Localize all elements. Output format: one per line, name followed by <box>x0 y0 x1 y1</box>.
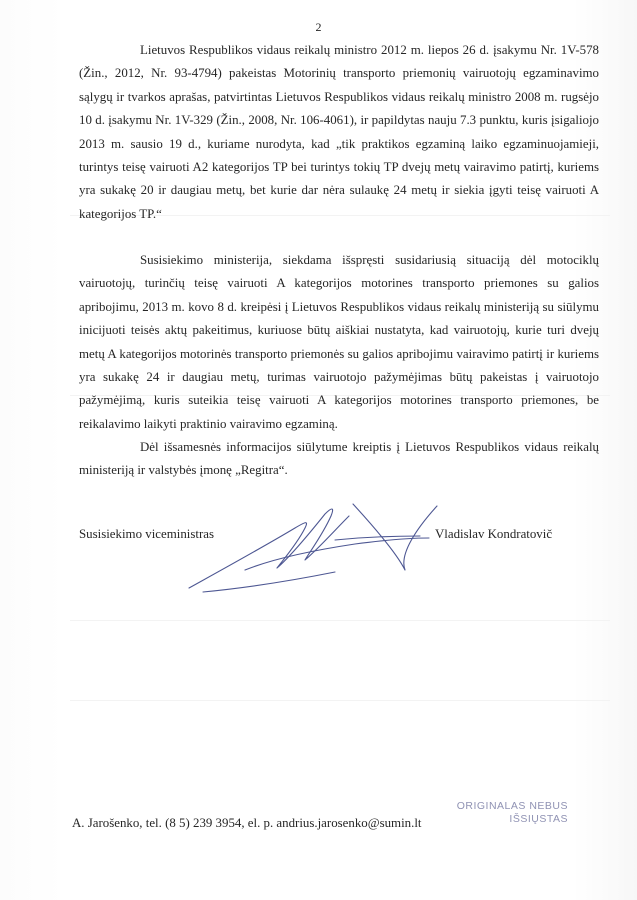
show-through-line <box>70 620 610 621</box>
handwritten-signature <box>185 498 455 598</box>
contact-line: A. Jarošenko, tel. (8 5) 239 3954, el. p. andrius.jarosenko@sumin.lt <box>72 816 422 830</box>
paragraph-text: Dėl išsamesnės informacijos siūlytume kreiptis į Lietuvos Respublikos vidaus reikalų ministeriją ir valstybės įmonę „Regitra“. <box>79 440 599 478</box>
paragraph-text: Susisiekimo ministerija, siekdama išspręsti susidariusią situaciją dėl motociklų vairuotojų, turinčių teisę vairuoti A kategorijos motorines transporto priemones su galios apribojimu, 2013 m. kovo 8 d. kreipėsi į Lietuvos Respublikos vidaus reikalų ministeriją su siūlymu inicijuoti teisės aktų pakeitimus, kuriuose būtų aiškiai nustatyta, kad vairuotojų, kurie turi dvejų metų A kategorijos motorinės transporto priemonės su galios apribojimu vairavimo patirtį ir kuriems yra sukakę 24 ir daugiau metų, turimas vairuotojo pažymėjimas būtų pakeistas į vairuotojo pažymėjimą, kuris suteikia teisę vairuoti A kategorijos motorines transporto priemones, be reikalavimo laikyti praktinio vairavimo egzaminą. <box>79 253 599 431</box>
paragraph-2 <box>79 249 599 436</box>
stamp-line-2: IŠSIŲSTAS <box>509 813 568 825</box>
page-number: 2 <box>315 20 322 34</box>
show-through-line <box>70 700 610 701</box>
paragraph-3 <box>79 436 599 483</box>
signer-position-title: Susisiekimo viceministras <box>79 527 214 541</box>
original-not-sent-stamp <box>444 800 568 836</box>
paragraph-text: Lietuvos Respublikos vidaus reikalų ministro 2012 m. liepos 26 d. įsakymu Nr. 1V-578 (Žin., 2012, Nr. 93-4794) pakeistas Motorinių transporto priemonių vairuotojų egzaminavimo sąlygų ir tvarkos aprašas, patvirtintas Lietuvos Respublikos vidaus reikalų ministro 2008 m. rugsėjo 10 d. įsakymu Nr. 1V-329 (Žin., 2008, Nr. 106-4061), ir papildytas nauju 7.3 punktu, kuris įsigaliojo 2013 m. sausio 19 d., kuriame nurodyta, kad „tik praktikos egzaminą laiko egzaminuojamieji, turintys teisę vairuoti A2 kategorijos TP bei turintys tokių TP dvejų metų vairavimo patirtį, kuriems yra sukakę 20 ir daugiau metų, bet kurie dar nėra sulaukę 24 metų ir siekia įgyti teisę vairuoti A kategorijos TP.“ <box>79 43 599 221</box>
paragraph-1 <box>79 39 599 226</box>
stamp-line-1: ORIGINALAS NEBUS <box>456 800 568 812</box>
signer-name: Vladislav Kondratovič <box>435 527 553 541</box>
